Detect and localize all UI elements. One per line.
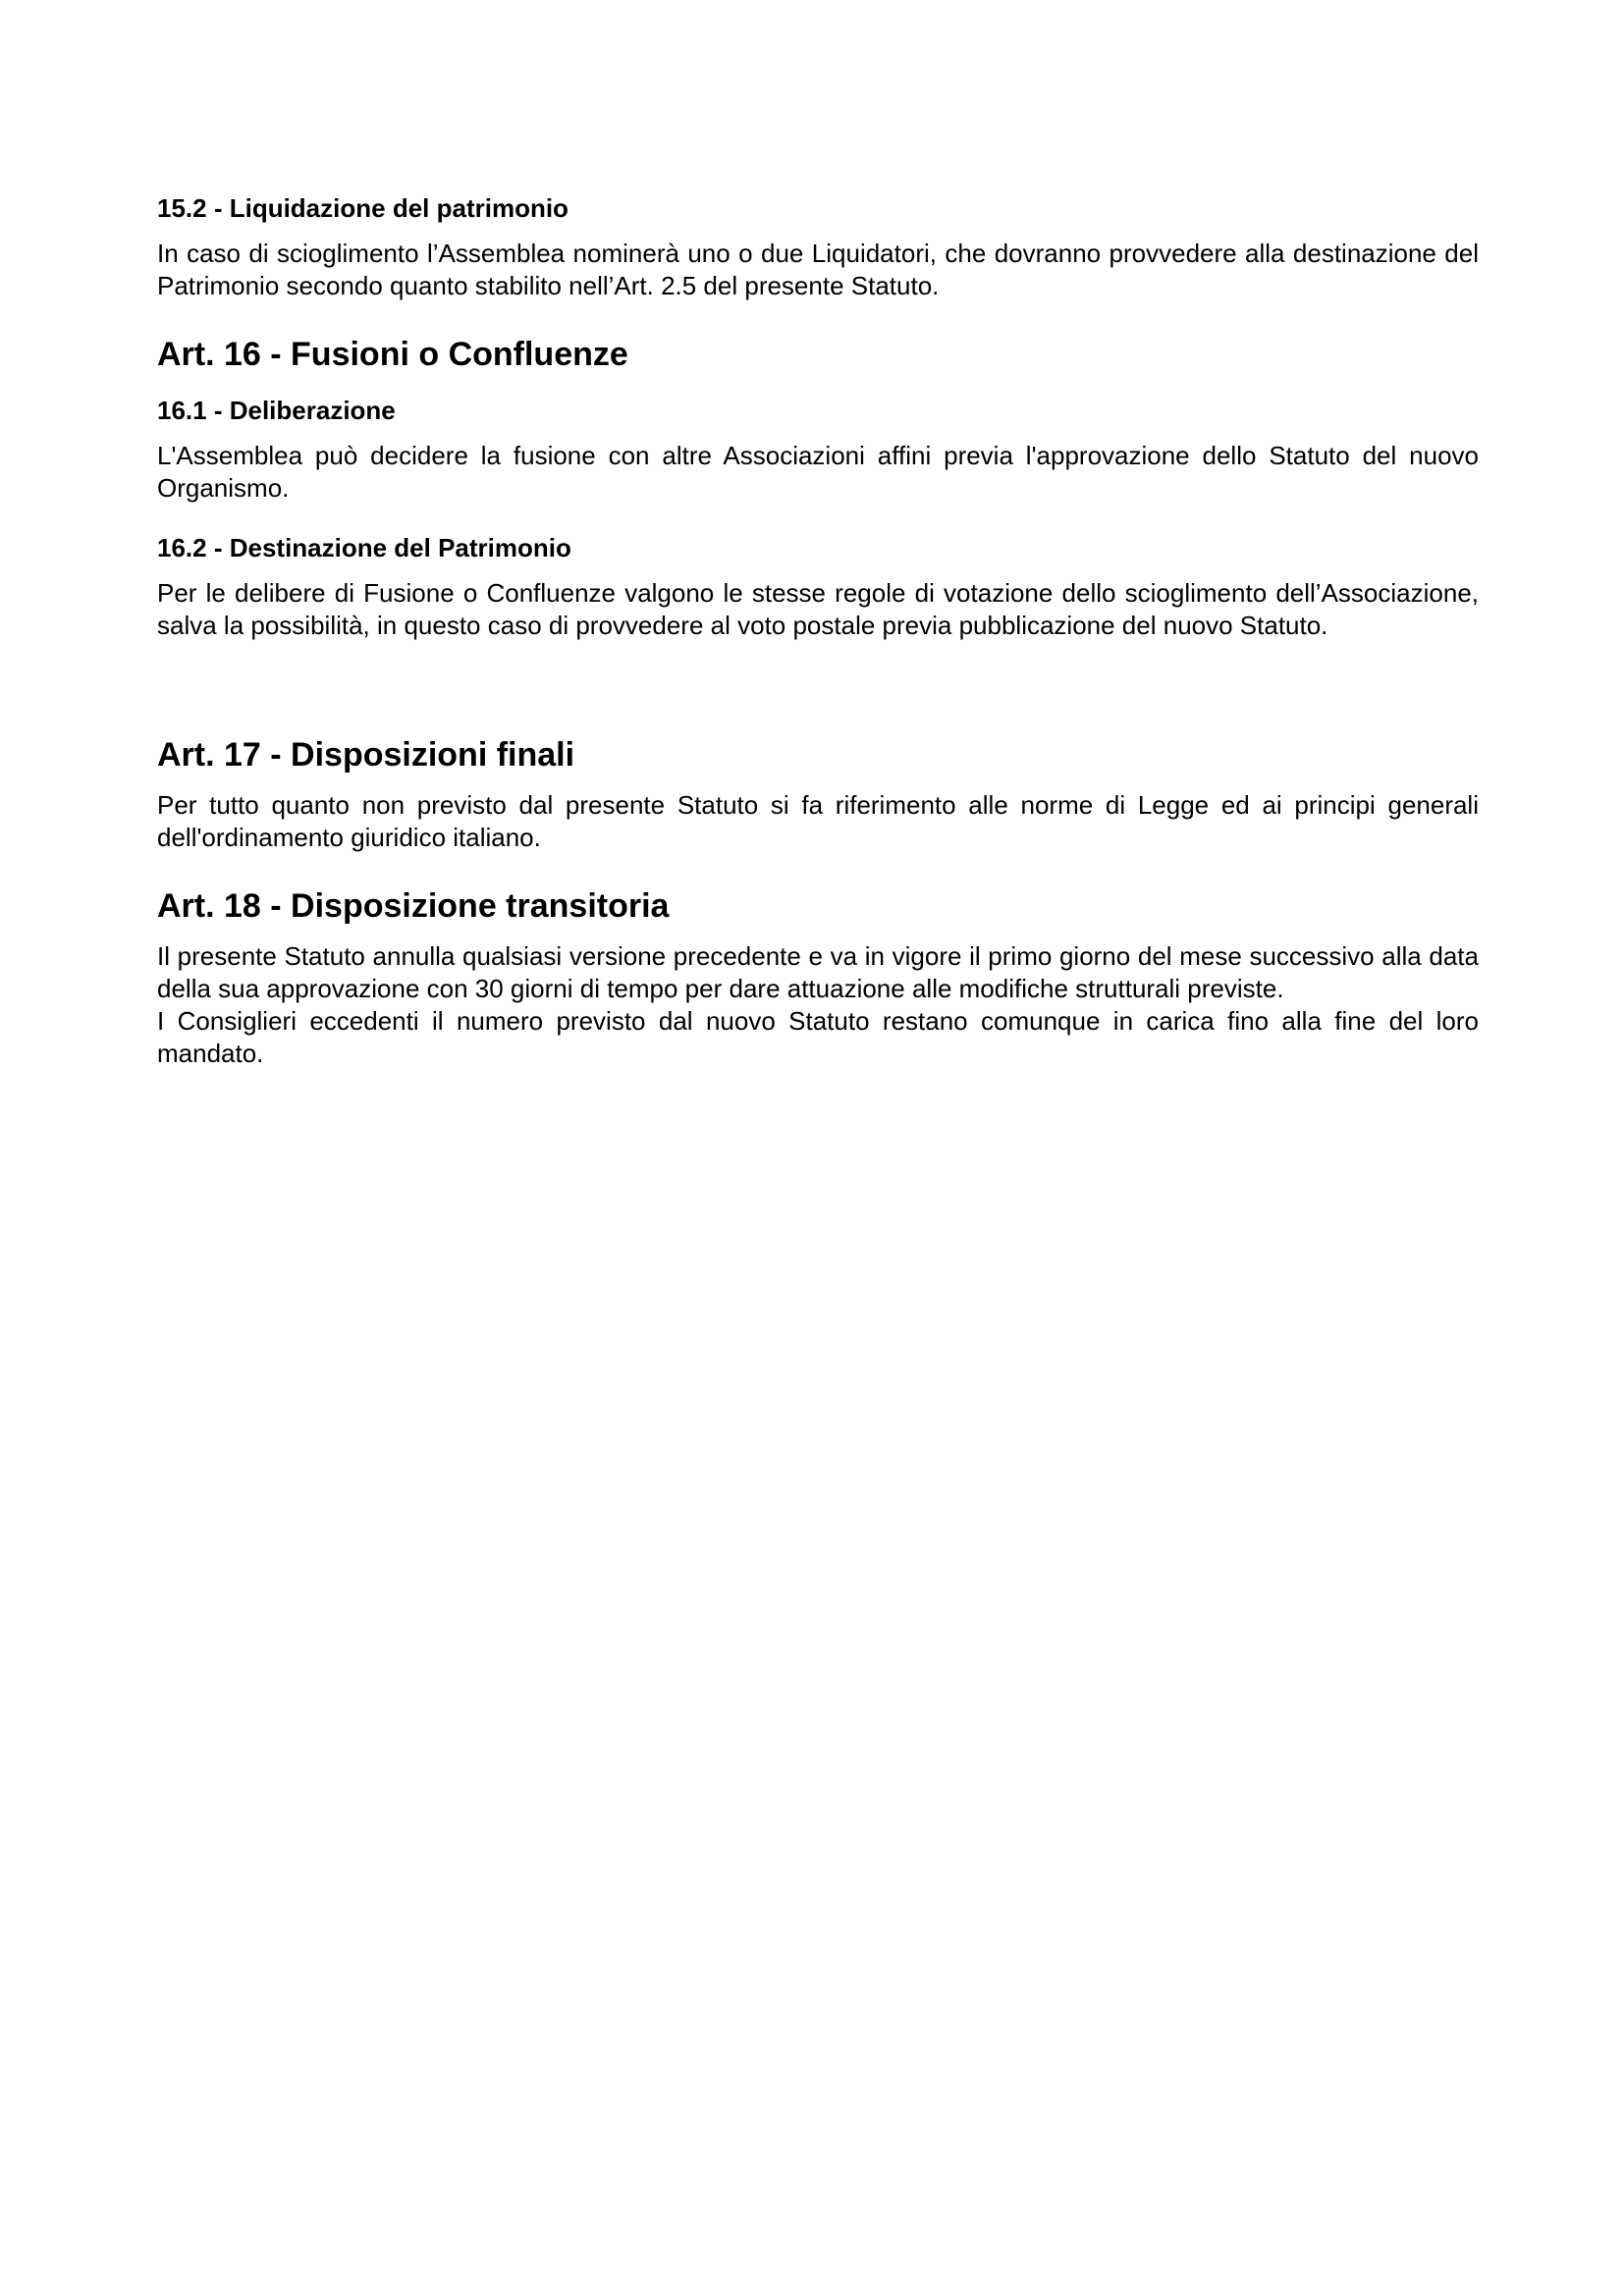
section-16-1-heading: 16.1 - Deliberazione — [157, 396, 396, 425]
article-17-heading: Art. 17 - Disposizioni finali — [157, 736, 575, 774]
article-17-text: Per tutto quanto non previsto dal presente Statuto si fa riferimento alle norme di Legge ed ai principi generali dell'ordinamento giuridico italiano. — [157, 790, 1479, 852]
article-18-heading: Art. 18 - Disposizione transitoria — [157, 887, 670, 925]
section-16-1-text: L'Assemblea può decidere la fusione con altre Associazioni affini previa l'approvazione dello Statuto del nuovo Organismo. — [157, 441, 1479, 503]
article-18-text-1: Il presente Statuto annulla qualsiasi versione precedente e va in vigore il primo giorno del mese successivo alla data della sua approvazione con 30 giorni di tempo per dare attuazione alle modifiche strutturali previste. — [157, 941, 1479, 1003]
section-15-2-heading: 15.2 - Liquidazione del patrimonio — [157, 193, 568, 223]
section-15-2-text: In caso di scioglimento l’Assemblea nominerà uno o due Liquidatori, che dovranno provvedere alla destinazione del Patrimonio secondo quanto stabilito nell’Art. 2.5 del presente Statuto. — [157, 239, 1479, 300]
article-18-text-2: I Consiglieri eccedenti il numero previsto dal nuovo Statuto restano comunque in carica fino alla fine del loro mandato. — [157, 1006, 1479, 1068]
section-16-2-text: Per le delibere di Fusione o Confluenze valgono le stesse regole di votazione dello scioglimento dell’Associazione, salva la possibilità, in questo caso di provvedere al voto postale previa pubblicazione del nuovo Statuto. — [157, 578, 1479, 640]
article-16-heading: Art. 16 - Fusioni o Confluenze — [157, 336, 628, 373]
document-page — [157, 192, 1479, 1070]
section-16-2-heading: 16.2 - Destinazione del Patrimonio — [157, 533, 571, 562]
